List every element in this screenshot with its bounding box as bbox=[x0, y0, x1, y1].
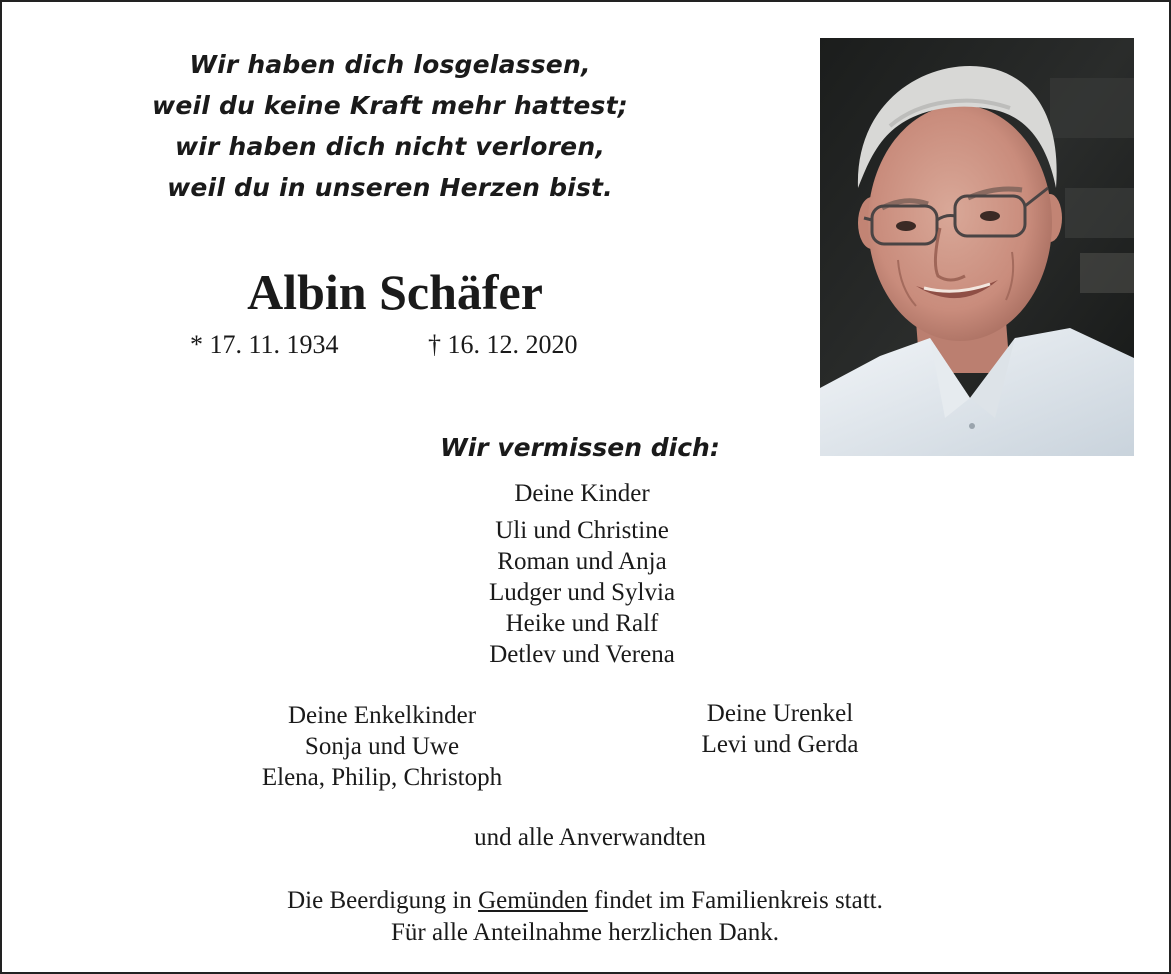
funeral-text: Die Beerdigung in bbox=[287, 887, 479, 914]
funeral-text: findet im Familienkreis statt. bbox=[587, 887, 883, 914]
thanks-line: Für alle Anteilnahme herzlichen Dank. bbox=[390, 919, 780, 946]
grandchildren-name: Elena, Philip, Christoph bbox=[261, 764, 503, 791]
death-date: † 16. 12. 2020 bbox=[428, 330, 578, 359]
poem-line: wir haben dich nicht verloren, bbox=[174, 132, 606, 161]
poem-line: Wir haben dich losgelassen, bbox=[189, 50, 591, 79]
grandchildren-name: Sonja und Uwe bbox=[304, 733, 460, 760]
funeral-notice bbox=[185, 885, 985, 949]
grandchildren-heading: Deine Enkelkinder bbox=[287, 702, 477, 729]
children-name: Uli und Christine bbox=[495, 517, 669, 544]
children-name: Ludger und Sylvia bbox=[488, 579, 676, 606]
relatives-line: und alle Anverwandten bbox=[474, 824, 706, 851]
great-grandchildren-block bbox=[630, 698, 930, 760]
great-grandchildren-name: Levi und Gerda bbox=[701, 731, 859, 758]
grandchildren-block bbox=[222, 700, 542, 793]
funeral-place: Gemünden bbox=[478, 887, 588, 914]
mourners-heading: Wir vermissen dich: bbox=[440, 433, 720, 462]
children-block bbox=[382, 478, 782, 670]
poem-line: weil du keine Kraft mehr hattest; bbox=[152, 91, 628, 120]
memorial-poem bbox=[110, 44, 670, 208]
children-name: Heike und Ralf bbox=[505, 610, 659, 637]
deceased-name: Albin Schäfer bbox=[247, 264, 543, 320]
children-name: Detlev und Verena bbox=[489, 641, 675, 668]
great-grandchildren-heading: Deine Urenkel bbox=[706, 700, 854, 727]
children-name: Roman und Anja bbox=[497, 548, 667, 575]
funeral-line bbox=[185, 885, 985, 917]
children-heading: Deine Kinder bbox=[514, 480, 650, 507]
portrait-photo bbox=[820, 38, 1134, 456]
birth-date: * 17. 11. 1934 bbox=[190, 330, 339, 359]
poem-line: weil du in unseren Herzen bist. bbox=[167, 173, 613, 202]
